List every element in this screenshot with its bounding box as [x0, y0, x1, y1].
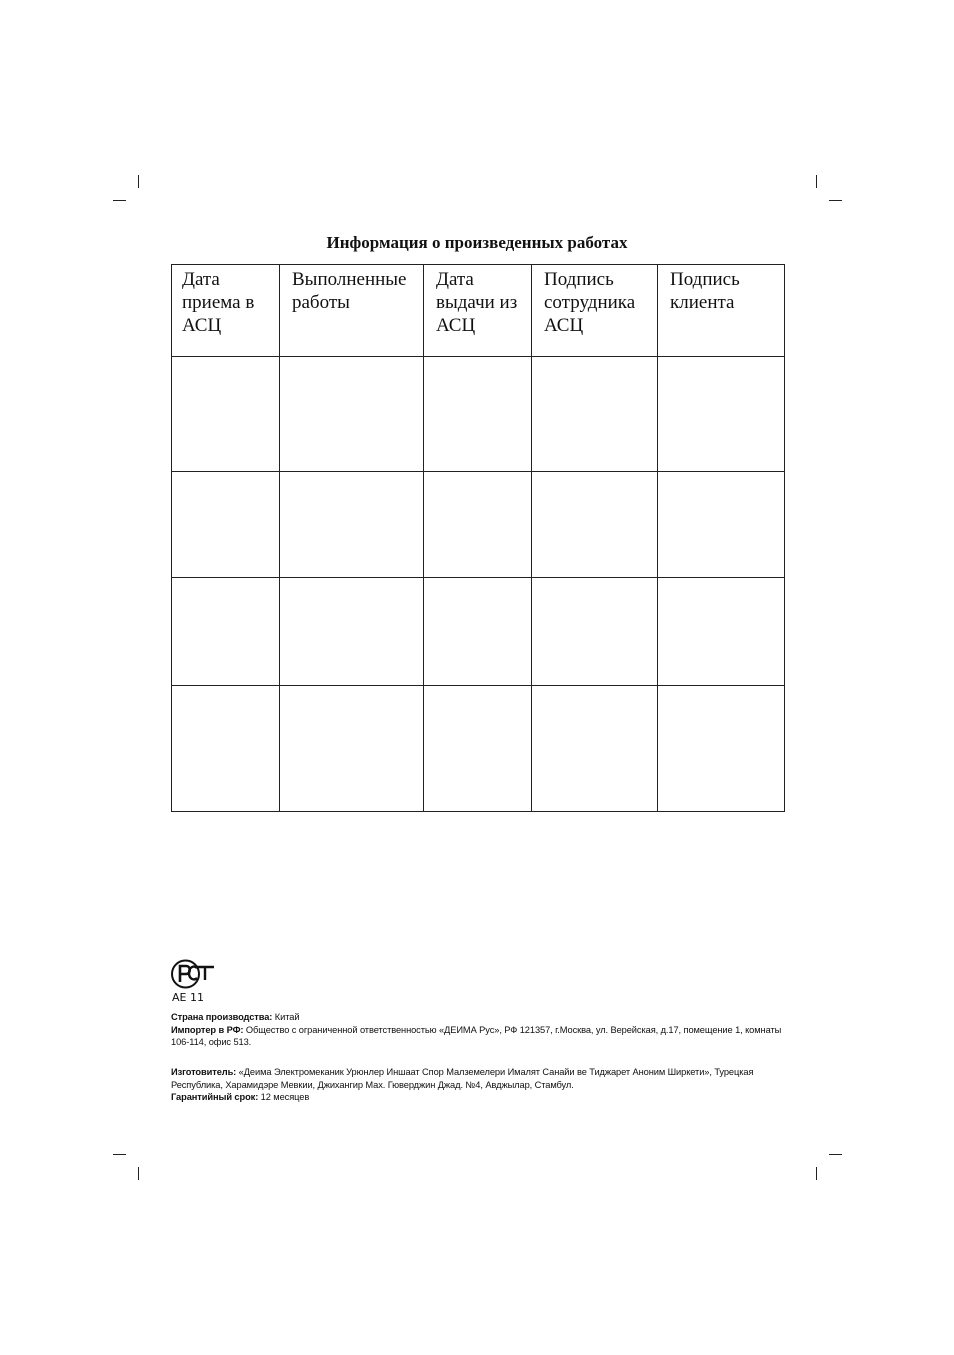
manufacturer-value: «Деима Электромеканик Урюнлер Иншаат Спор Малземелери Ималят Санайи ве Тиджарет Аноним Ширкети», Турецкая Республика, Харамидэре Мевкии, Джихангир Мах. Гюверджин Джад. №4, Авджылар, Стамбул.: [171, 1067, 754, 1090]
table-cell[interactable]: [172, 686, 280, 812]
country-value: Китай: [272, 1012, 300, 1022]
service-works-table: [171, 264, 785, 812]
crop-mark-top-left-vertical: [138, 175, 139, 188]
crop-mark-bottom-right-vertical: [816, 1167, 817, 1180]
table-row: [172, 578, 785, 686]
page-title: Информация о произведенных работах: [326, 233, 628, 252]
table-cell[interactable]: [424, 357, 532, 472]
crop-mark-bottom-right-horizontal: [829, 1154, 842, 1155]
table-cell[interactable]: [280, 472, 424, 578]
header-client-signature: Подпись клиента: [658, 265, 785, 357]
table-cell[interactable]: [658, 472, 785, 578]
warranty-label: Гарантийный срок:: [171, 1092, 259, 1102]
table-cell[interactable]: [532, 578, 658, 686]
table-row: [172, 686, 785, 812]
header-date-issued: Дата выдачи из АСЦ: [424, 265, 532, 357]
crop-mark-top-right-horizontal: [829, 200, 842, 201]
table-cell[interactable]: [424, 686, 532, 812]
table-cell[interactable]: [658, 578, 785, 686]
table-cell[interactable]: [658, 357, 785, 472]
manufacturer-info: [171, 1066, 785, 1104]
crop-mark-bottom-left-vertical: [138, 1167, 139, 1180]
certification-code: AE 11: [172, 991, 204, 1004]
table-cell[interactable]: [424, 578, 532, 686]
product-origin-info: [171, 1011, 785, 1049]
importer-label: Импортер в РФ:: [171, 1024, 244, 1035]
header-date-received: Дата приема в АСЦ: [172, 265, 280, 357]
header-works-performed: Выполненные работы: [280, 265, 424, 357]
table-cell[interactable]: [532, 472, 658, 578]
table-cell[interactable]: [280, 578, 424, 686]
country-label: Страна производства:: [171, 1012, 273, 1022]
crop-mark-bottom-left-horizontal: [113, 1154, 126, 1155]
table-cell[interactable]: [658, 686, 785, 812]
table-row: [172, 472, 785, 578]
warranty-value: 12 месяцев: [258, 1092, 310, 1102]
header-employee-signature: Подпись сотрудника АСЦ: [532, 265, 658, 357]
crop-mark-top-right-vertical: [816, 175, 817, 188]
table-cell[interactable]: [424, 472, 532, 578]
country-line: [171, 1011, 785, 1024]
warranty-line: [171, 1091, 785, 1104]
importer-line: [171, 1024, 785, 1049]
table-row: [172, 357, 785, 472]
table-cell[interactable]: [532, 686, 658, 812]
crop-mark-top-left-horizontal: [113, 200, 126, 201]
manufacturer-line: [171, 1066, 785, 1091]
table-header-row: [172, 265, 785, 357]
table-cell[interactable]: [172, 578, 280, 686]
manufacturer-label: Изготовитель:: [171, 1067, 237, 1077]
table-cell[interactable]: [280, 357, 424, 472]
importer-value: Общество с ограниченной ответственностью «ДЕИМА Рус», РФ 121357, г.Москва, ул. Верейская, д.17, помещение 1, комнаты 106-114, офис 513.: [171, 1024, 782, 1047]
table-cell[interactable]: [532, 357, 658, 472]
table-cell[interactable]: [172, 357, 280, 472]
rst-certification-mark-icon: [170, 958, 216, 990]
table-cell[interactable]: [280, 686, 424, 812]
table-cell[interactable]: [172, 472, 280, 578]
